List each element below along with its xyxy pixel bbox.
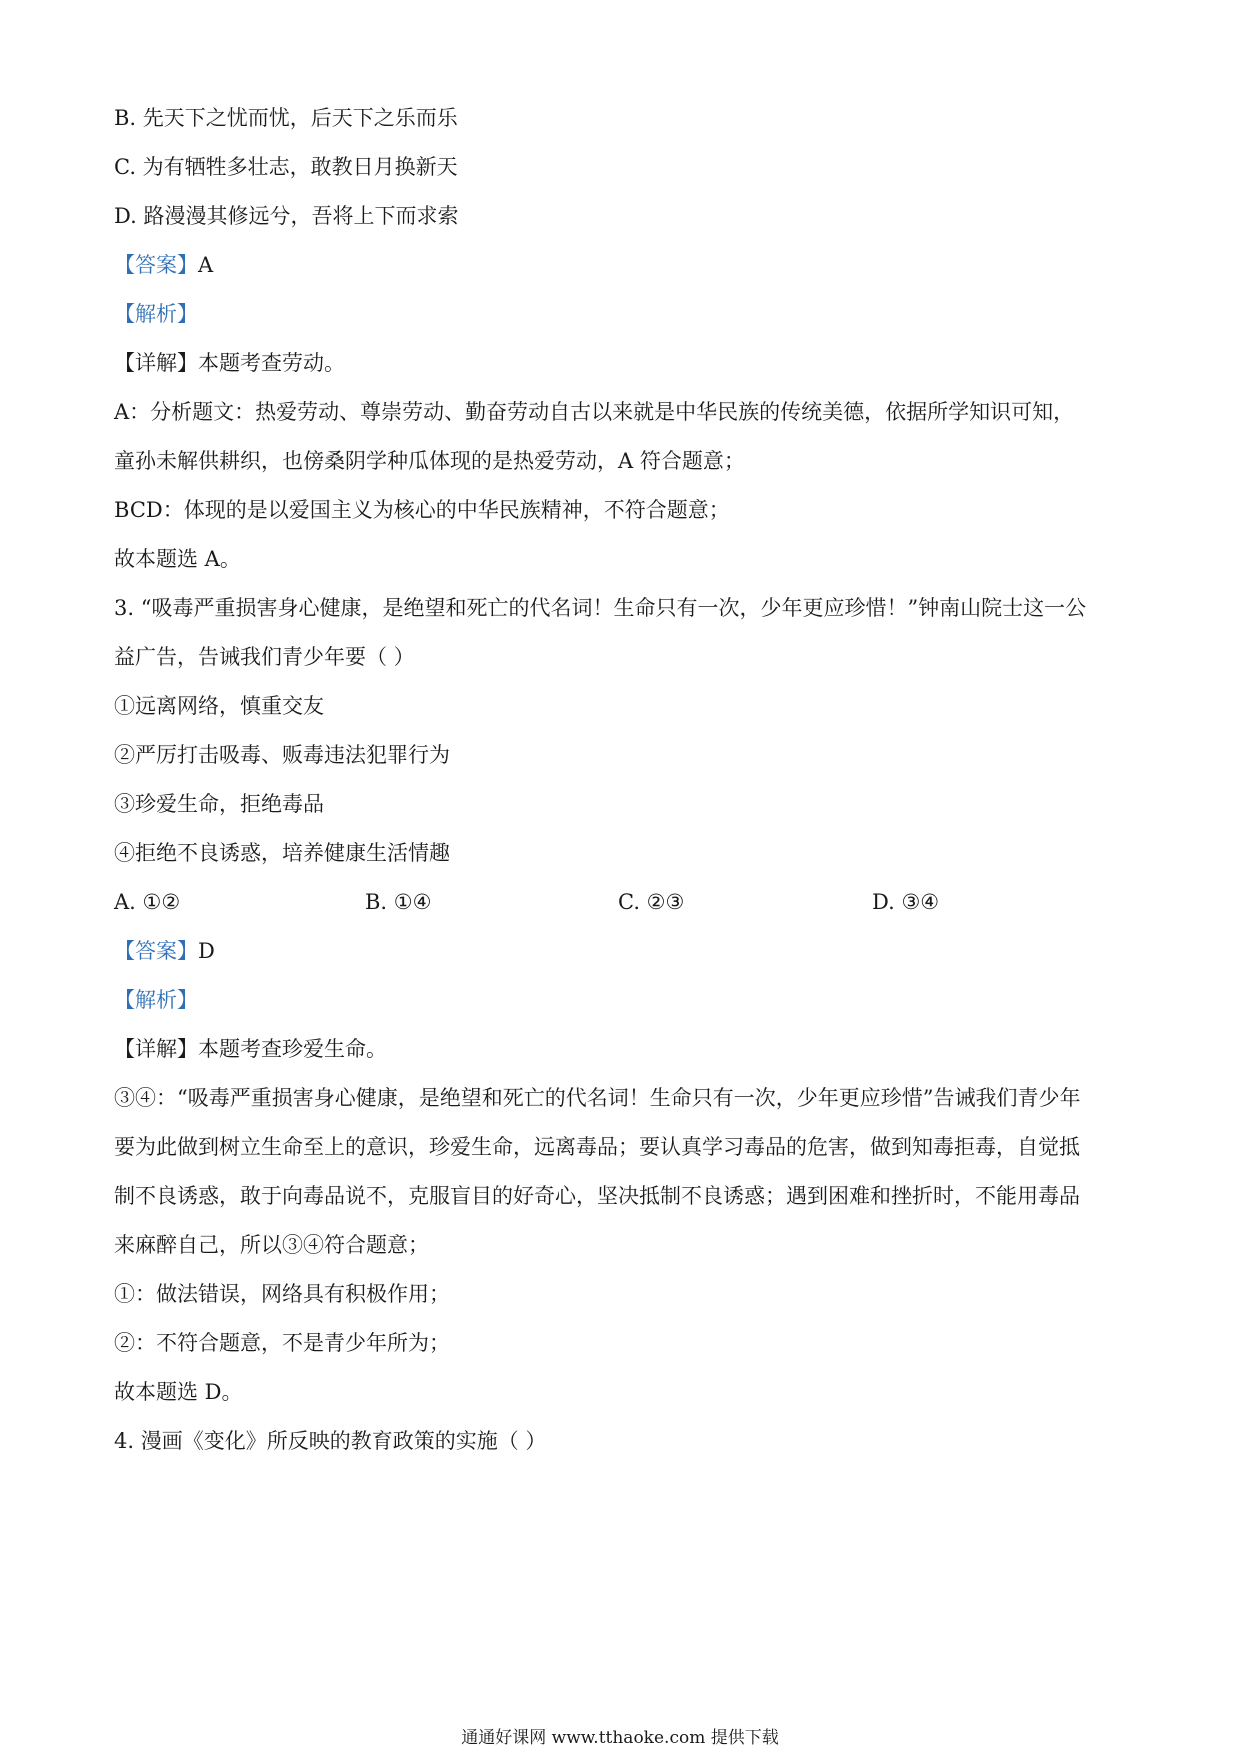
q3-analysis-tag: 【解析】 [114,988,198,1012]
q2-analysis-tag: 【解析】 [114,302,198,326]
q2-option-b: B. 先天下之忧而忧，后天下之乐而乐 [114,106,458,130]
q3-stem-line: 3. “吸毒严重损害身心健康，是绝望和死亡的代名词！生命只有一次，少年更应珍惜！”钟南山院士这一公 [114,596,1087,620]
q2-option-d: D. 路漫漫其修远兮，吾将上下而求索 [114,204,459,228]
q2-detail [114,348,345,378]
q2-detail-text: 本题考查劳动。 [198,351,345,375]
q3-answer-tag: 【答案】 [114,939,198,963]
q4-stem: 4. 漫画《变化》所反映的教育政策的实施（ ） [114,1429,547,1453]
q3-explanation-line: ②：不符合题意，不是青少年所为； [114,1331,450,1355]
q3-detail-text: 本题考查珍爱生命。 [198,1037,387,1061]
q2-explanation-line: 童孙未解供耕织，也傍桑阴学种瓜体现的是热爱劳动，A 符合题意； [114,449,745,473]
q2-explanation-line: 故本题选 A。 [114,547,241,571]
q3-analysis [114,985,198,1015]
q2-detail-tag: 【详解】 [114,351,198,375]
q3-explanation-line: 故本题选 D。 [114,1380,243,1404]
q3-explanation-line: 来麻醉自己，所以③④符合题意； [114,1233,429,1257]
q3-choice-d: D. ③④ [872,890,940,914]
q2-answer-value: A [198,253,214,277]
q3-statement-1: ①远离网络，慎重交友 [114,694,324,718]
q2-option-c: C. 为有牺牲多壮志，敢教日月换新天 [114,155,458,179]
q2-analysis [114,299,198,329]
q3-choice-c: C. ②③ [618,890,685,914]
q3-detail-tag: 【详解】 [114,1037,198,1061]
q3-explanation-line: ①：做法错误，网络具有积极作用； [114,1282,450,1306]
q3-stem-line: 益广告，告诫我们青少年要（ ） [114,645,415,669]
q3-explanation-line: ③④：“吸毒严重损害身心健康，是绝望和死亡的代名词！生命只有一次，少年更应珍惜”告诫我们青少年 [114,1086,1081,1110]
q2-answer [114,250,213,280]
q3-statement-3: ③珍爱生命，拒绝毒品 [114,792,324,816]
q2-explanation-line: BCD：体现的是以爱国主义为核心的中华民族精神，不符合题意； [114,498,730,522]
q3-detail [114,1034,387,1064]
q2-answer-tag: 【答案】 [114,253,198,277]
q3-answer-value: D [198,939,215,963]
page-footer: 通通好课网 www.tthaoke.com 提供下载 [461,1728,779,1748]
q3-choice-a: A. ①② [114,890,181,914]
q3-choice-b: B. ①④ [365,890,432,914]
q3-explanation-line: 制不良诱惑，敢于向毒品说不，克服盲目的好奇心，坚决抵制不良诱惑；遇到困难和挫折时，不能用毒品 [114,1184,1080,1208]
q3-answer [114,936,215,966]
q3-statement-2: ②严厉打击吸毒、贩毒违法犯罪行为 [114,743,450,767]
q3-statement-4: ④拒绝不良诱惑，培养健康生活情趣 [114,841,450,865]
q2-explanation-line: A：分析题文：热爱劳动、尊崇劳动、勤奋劳动自古以来就是中华民族的传统美德，依据所学知识可知， [114,400,1075,424]
q3-explanation-line: 要为此做到树立生命至上的意识，珍爱生命，远离毒品；要认真学习毒品的危害，做到知毒拒毒，自觉抵 [114,1135,1080,1159]
